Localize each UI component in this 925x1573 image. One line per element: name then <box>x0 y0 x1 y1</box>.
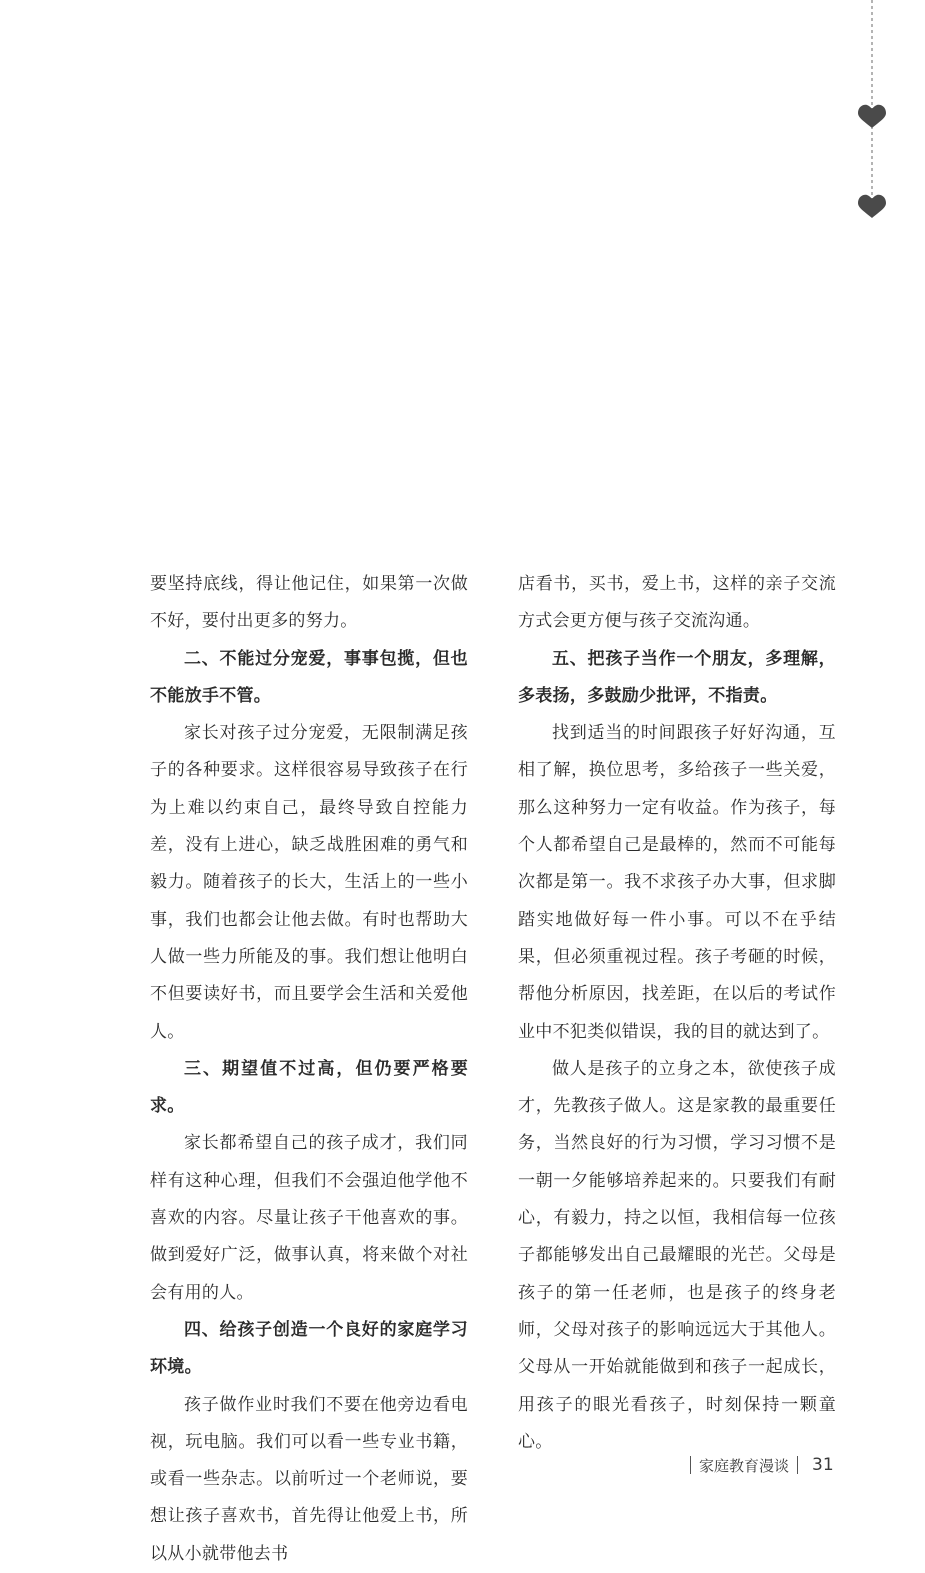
left-column <box>150 566 468 1573</box>
page-number: 31 <box>812 1455 834 1475</box>
running-title: 家庭教育漫谈 <box>699 1456 790 1475</box>
body-paragraph: 要坚持底线，得让他记住，如果第一次做不好，要付出更多的努力。 <box>150 574 468 632</box>
ornament-decoration <box>848 0 898 240</box>
right-column <box>518 566 836 1461</box>
body-paragraph: 做人是孩子的立身之本，欲使孩子成才，先教孩子做人。这是家教的最重要任务，当然良好的行为习惯，学习习惯不是一朝一夕能够培养起来的。只要我们有耐心，有毅力，持之以恒，我相信每一位孩子都能够发出自己最耀眼的光芒。父母是孩子的第一任老师，也是孩子的终身老师，父母对孩子的影响远远大于其他人。父母从一开始就能做到和孩子一起成长，用孩子的眼光看孩子，时刻保持一颗童心。 <box>518 1058 836 1452</box>
section-heading: 三、期望值不过高，但仍要严格要求。 <box>150 1058 468 1117</box>
body-paragraph: 家长都希望自己的孩子成才，我们同样有这种心理，但我们不会强迫他学他不喜欢的内容。尽量让孩子干他喜欢的事。做到爱好广泛，做事认真，将来做个对社会有用的人。 <box>150 1133 468 1303</box>
body-paragraph: 店看书，买书，爱上书，这样的亲子交流方式会更方便与孩子交流沟通。 <box>518 574 836 632</box>
body-paragraph: 孩子做作业时我们不要在他旁边看电视，玩电脑。我们可以看一些专业书籍，或看一些杂志。以前听过一个老师说，要想让孩子喜欢书，首先得让他爱上书，所以从小就带他去书 <box>150 1394 468 1564</box>
body-paragraph: 家长对孩子过分宠爱，无限制满足孩子的各种要求。这样很容易导致孩子在行为上难以约束自己，最终导致自控能力差，没有上进心，缺乏战胜困难的勇气和毅力。随着孩子的长大，生活上的一些小事，我们也都会让他去做。有时也帮助大人做一些力所能及的事。我们想让他明白不但要读好书，而且要学会生活和关爱他人。 <box>150 723 468 1042</box>
body-paragraph: 找到适当的时间跟孩子好好沟通，互相了解，换位思考，多给孩子一些关爱，那么这种努力一定有收益。作为孩子，每个人都希望自己是最棒的，然而不可能每次都是第一。我不求孩子办大事，但求脚踏实地做好每一件小事。可以不在乎结果，但必须重视过程。孩子考砸的时候，帮他分析原因，找差距，在以后的考试作业中不犯类似错误，我的目的就达到了。 <box>518 723 836 1042</box>
page-footer <box>690 1452 834 1478</box>
section-heading: 五、把孩子当作一个朋友，多理解，多表扬，多鼓励少批评，不指责。 <box>518 648 836 706</box>
section-heading: 二、不能过分宠爱，事事包揽，但也不能放手不管。 <box>150 648 468 706</box>
section-heading: 四、给孩子创造一个良好的家庭学习环境。 <box>150 1319 468 1378</box>
